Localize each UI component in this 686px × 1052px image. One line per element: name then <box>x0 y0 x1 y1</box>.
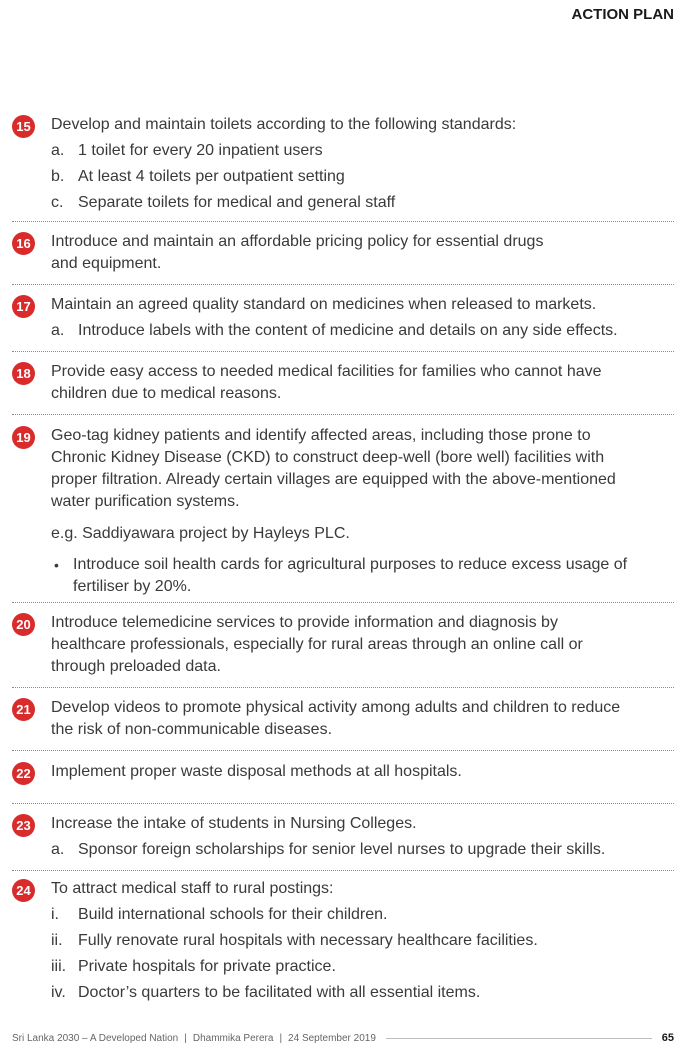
divider <box>12 870 674 871</box>
item-number-badge: 21 <box>12 698 35 721</box>
footer-separator: | <box>184 1032 187 1044</box>
bullet-marker: • <box>54 557 59 573</box>
item-number-badge: 15 <box>12 115 35 138</box>
sub-item <box>51 192 674 214</box>
sub-item <box>51 930 674 952</box>
sub-item <box>51 904 674 926</box>
page-header-title: ACTION PLAN <box>571 6 674 23</box>
action-item-21 <box>12 697 674 741</box>
item-text: Maintain an agreed quality standard on medicines when released to markets. <box>51 296 597 313</box>
sub-marker: a. <box>51 322 65 339</box>
sub-text: Introduce labels with the content of medicine and details on any side effects. <box>78 322 618 339</box>
sub-marker: iii. <box>51 958 67 975</box>
sub-item <box>51 982 674 1004</box>
divider <box>12 750 674 751</box>
divider <box>12 602 674 603</box>
sub-item <box>51 166 674 188</box>
item-number-badge: 22 <box>12 762 35 785</box>
item-number-badge: 17 <box>12 295 35 318</box>
sub-marker: i. <box>51 906 59 923</box>
bullet-item <box>51 554 674 598</box>
page-number: 65 <box>661 1032 674 1044</box>
example-text: e.g. Saddiyawara project by Hayleys PLC. <box>51 525 350 542</box>
item-number-badge: 16 <box>12 232 35 255</box>
item-text: Develop and maintain toilets according to the following standards: <box>51 116 517 133</box>
item-text: Develop videos to promote physical activity among adults and children to reduce <box>51 699 621 716</box>
item-text: children due to medical reasons. <box>51 385 282 402</box>
item-text: Increase the intake of students in Nursing Colleges. <box>51 815 417 832</box>
sub-marker: a. <box>51 841 65 858</box>
footer-rule <box>386 1038 652 1039</box>
divider <box>12 221 674 222</box>
action-item-24 <box>12 878 674 1004</box>
divider <box>12 284 674 285</box>
sub-marker: a. <box>51 142 65 159</box>
action-item-20 <box>12 612 674 678</box>
footer-author: Dhammika Perera <box>192 1032 274 1044</box>
item-text: through preloaded data. <box>51 658 221 675</box>
item-text: the risk of non-communicable diseases. <box>51 721 333 738</box>
sub-marker: b. <box>51 168 65 185</box>
item-text: and equipment. <box>51 255 162 272</box>
item-number-badge: 20 <box>12 613 35 636</box>
bullet-text: Introduce soil health cards for agricultural purposes to reduce excess usage of <box>73 556 628 573</box>
bullet-text: fertiliser by 20%. <box>73 578 192 595</box>
sub-text: Sponsor foreign scholarships for senior level nurses to upgrade their skills. <box>78 841 606 858</box>
sub-text: 1 toilet for every 20 inpatient users <box>78 142 323 159</box>
divider <box>12 351 674 352</box>
sub-text: Doctor’s quarters to be facilitated with all essential items. <box>78 984 481 1001</box>
action-item-15 <box>12 114 674 214</box>
item-text: Introduce and maintain an affordable pricing policy for essential drugs <box>51 233 544 250</box>
sub-marker: iv. <box>51 984 66 1001</box>
item-text: To attract medical staff to rural postings: <box>51 880 334 897</box>
item-text: Provide easy access to needed medical facilities for families who cannot have <box>51 363 602 380</box>
action-item-18 <box>12 361 674 405</box>
sub-text: Separate toilets for medical and general staff <box>78 194 396 211</box>
divider <box>12 414 674 415</box>
item-text: Introduce telemedicine services to provide information and diagnosis by <box>51 614 558 631</box>
sub-text: Private hospitals for private practice. <box>78 958 336 975</box>
footer-publication-title: Sri Lanka 2030 – A Developed Nation <box>12 1032 179 1044</box>
item-text: healthcare professionals, especially for rural areas through an online call or <box>51 636 583 653</box>
item-number-badge: 19 <box>12 426 35 449</box>
divider <box>12 687 674 688</box>
item-number-badge: 18 <box>12 362 35 385</box>
sub-marker: c. <box>51 194 64 211</box>
divider <box>12 803 674 804</box>
item-text: water purification systems. <box>51 493 240 510</box>
sub-marker: ii. <box>51 932 63 949</box>
item-text: Geo-tag kidney patients and identify affected areas, including those prone to <box>51 427 591 444</box>
item-number-badge: 23 <box>12 814 35 837</box>
item-text: Implement proper waste disposal methods at all hospitals. <box>51 763 462 780</box>
sub-text: Build international schools for their children. <box>78 906 388 923</box>
sub-text: At least 4 toilets per outpatient setting <box>78 168 345 185</box>
page-footer <box>12 1032 674 1044</box>
action-item-16 <box>12 231 674 275</box>
item-number-badge: 24 <box>12 879 35 902</box>
footer-separator: | <box>279 1032 283 1044</box>
sub-item <box>51 320 674 342</box>
action-item-17 <box>12 294 674 342</box>
action-item-23 <box>12 813 674 861</box>
item-text: proper filtration. Already certain villages are equipped with the above-mentioned <box>51 471 616 488</box>
sub-item <box>51 956 674 978</box>
action-item-22 <box>12 761 674 783</box>
sub-text: Fully renovate rural hospitals with necessary healthcare facilities. <box>78 932 538 949</box>
sub-item <box>51 140 674 162</box>
footer-date: 24 September 2019 <box>288 1032 376 1044</box>
sub-item <box>51 839 674 861</box>
action-item-19 <box>12 425 674 598</box>
item-text: Chronic Kidney Disease (CKD) to construct deep-well (bore well) facilities with <box>51 449 605 466</box>
